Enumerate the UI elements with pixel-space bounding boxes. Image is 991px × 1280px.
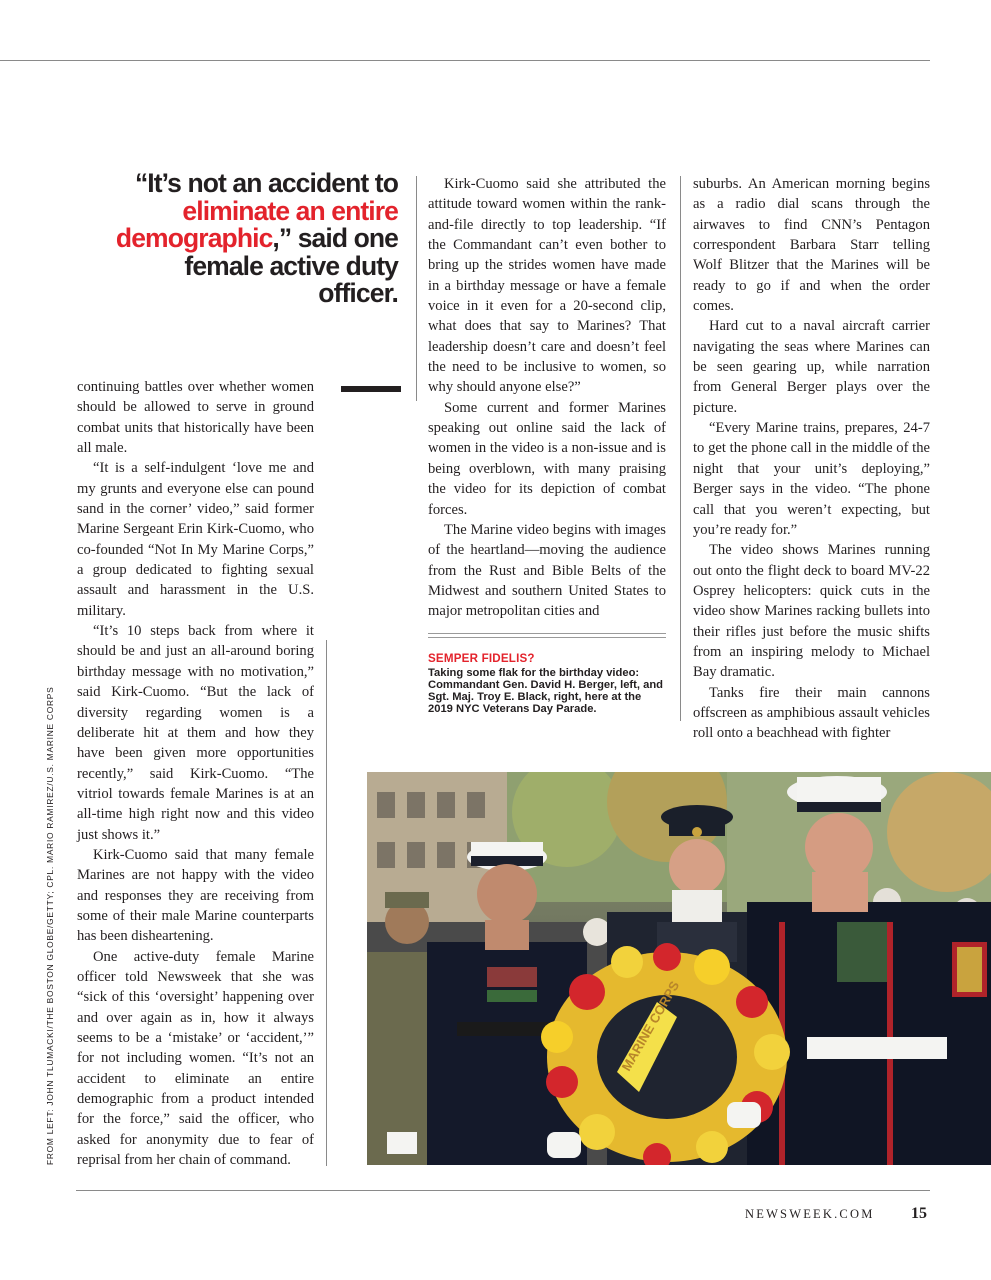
footer-site: NEWSWEEK.COM	[745, 1207, 875, 1221]
wreath-ribbon-text: MARINE CORPS	[618, 978, 683, 1074]
paragraph: Kirk-Cuomo said she attributed the attitude toward women within the rank-and-file directly to top leadership. “If the Commandant can’t even bother to bring up the strides women have made in a birthday message or have a female voice in it even for a 20-second clip, what does that say to Marines? That leadership doesn’t care and doesn’t feel the need to be inclusive to women, so why should anyone else?”	[428, 176, 666, 396]
top-rule	[0, 60, 930, 61]
article-column-2	[428, 174, 666, 622]
paragraph: “Every Marine trains, prepares, 24-7 to get the phone call in the middle of the night that your unit’s deploying,” Berger says in the video. “The phone call that you weren’t expecting, but you’re ready for.”	[693, 420, 930, 538]
pull-quote-close: ,” said one female active duty officer.	[184, 223, 398, 308]
paragraph: Kirk-Cuomo said that many female Marines are not happy with the video and responses they are receiving from some of their male Marine counterparts has been disheartening.	[77, 846, 314, 945]
column-divider	[680, 176, 681, 721]
paragraph: suburbs. An American morning begins as a radio dial scans through the airwaves to find CNN’s Pentagon correspondent Barbara Starr telling Wolf Blitzer that the Marines will be ready to go if and when the order comes.	[693, 176, 930, 315]
bottom-rule	[76, 1190, 930, 1191]
article-column-3	[693, 174, 930, 744]
caption-text: Taking some flak for the birthday video: Commandant Gen. David H. Berger, left, and Sgt. Maj. Troy E. Black, right, here at the 2019 NYC Veterans Day Parade.	[428, 667, 663, 715]
paragraph: Tanks fire their main cannons offscreen as amphibious assault vehicles roll onto a beachhead with fighter	[693, 684, 930, 742]
pull-quote-open: “It’s not an accident to	[134, 168, 398, 198]
caption-rule	[428, 633, 666, 634]
caption-kicker: SEMPER FIDELIS?	[428, 652, 535, 665]
pull-quote-highlight: eliminate an entire demographic	[115, 195, 398, 253]
quote-dash	[341, 386, 401, 392]
photo-caption	[428, 653, 666, 715]
caption-rule	[428, 637, 666, 638]
paragraph: Some current and former Marines speaking out online said the lack of women in the video is a non-issue and is being overblown, with many praising the video for its depiction of combat forces.	[428, 399, 666, 518]
photo-credit: FROM LEFT: JOHN TLUMACKI/THE BOSTON GLOBE/GETTY; CPL. MARIO RAMIREZ/U.S. MARINE CORPS	[45, 686, 55, 1165]
paragraph: Hard cut to a naval aircraft carrier navigating the seas where Marines can be seen gearing up, while narration from General Berger plays over the picture.	[693, 318, 930, 416]
paragraph: continuing battles over whether women should be allowed to serve in ground combat units that historically have been all male.	[77, 379, 314, 457]
parade-photo	[367, 772, 991, 1165]
paragraph: The video shows Marines running out onto the flight deck to board MV-22 Osprey helicopters: quick cuts in the video show Marines racking bullets into their rifles just before the music shifts from an inspiring melody to Michael Bay dramatic.	[693, 542, 930, 681]
paragraph: “It is a self-indulgent ‘love me and my grunts and everyone else can pound sand in the corner’ video,” said former Marine Sergeant Erin Kirk-Cuomo, who co-founded “Not In My Marine Corps,” a group dedicated to fighting sexual assault and harassment in the U.S. military.	[77, 460, 314, 619]
page-number: 15	[911, 1205, 927, 1222]
pull-quote	[100, 170, 398, 308]
column-divider	[326, 640, 327, 1166]
article-column-1	[77, 377, 314, 1170]
paragraph: “It’s 10 steps back from where it should be and just an all-around boring birthday message with no motivation,” said Kirk-Cuomo. “But the lack of diversity regarding women is a deliberate hit at them and how they have been given more opportunities recently,” said Kirk-Cuomo. “The vitriol towards female Marines is at an all-time high right now and this video just shows it.”	[77, 623, 314, 843]
paragraph: One active-duty female Marine officer told Newsweek that she was “sick of this ‘oversight’ happening over and over again as in, how it always seems to be a ‘mistake’ or ‘accident,’” for not including women. “It’s not an accident to eliminate an entire demographic from a product intended for the force,” said the officer, who asked for anonymity due to fear of reprisal from her chain of command.	[77, 948, 314, 1169]
paragraph: The Marine video begins with images of the heartland—moving the audience from the Rust and Bible Belts of the Midwest and southern United States to major metropolitan cities and	[428, 521, 666, 620]
column-divider	[416, 176, 417, 401]
